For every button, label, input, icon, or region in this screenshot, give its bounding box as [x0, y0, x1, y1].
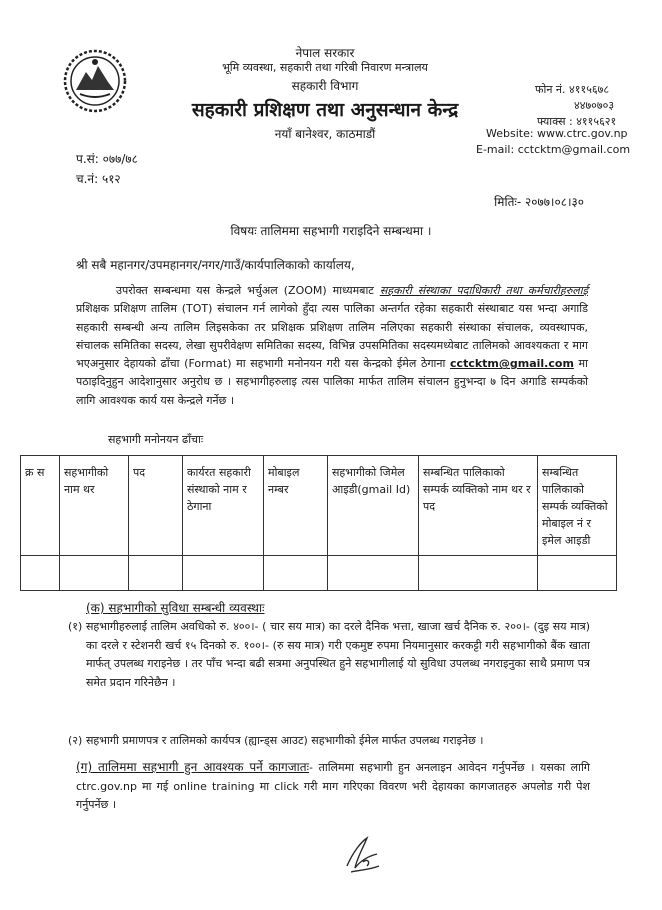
table-cell: [183, 556, 264, 591]
body-text-2: प्रशिक्षक प्रशिक्षण तालिम (TOT) संचालन गर्न लागेको हुँदा त्यस पालिका अन्तर्गत रहेका सहकारी संस्थाबाट यस भन्दा अगाडि सहकारी सम्बन्धी अन्य तालिम लिइसकेका तर प्रशिक्षक प्रशिक्षण तालिम नलिएका सहकारी संस्थाका संचालक, व्यवस्थापक, संचालक समितिका सदस्य, लेखा सुपरीवेक्षण समितिका सदस्य, विभिन्न उपसमितिका सदस्यमध्येबाट तालिमको आवश्यकता र माग भएअनुसार देहायको ढाँचा (Format) मा सहभागी मनोनयन गरी यस केन्द्रको ईमेल ठेगाना: [76, 302, 588, 371]
nomination-format-table: [20, 455, 617, 591]
section-ka-heading: (क) सहभागीको सुविधा सम्बन्धी व्यवस्थाः: [86, 601, 265, 615]
contact-phone-1: फोन नं. ४११५६७८: [535, 83, 610, 96]
header-office-name: सहकारी प्रशिक्षण तथा अनुसन्धान केन्द्र: [191, 99, 459, 121]
section-ga-text: - तालिममा सहभागी हुन अनलाइन आवेदन गर्नुपर्नेछ । यसका लागि ctrc.gov.np मा गई online training मा click गरी माग गरिएका विवरण भरी देहायका कागजातहरु अपलोड गरी पेश गर्नुपर्नेछ ।: [76, 761, 590, 812]
col-gmail-id: सहभागीको जिमेल आइडी(gmail Id): [328, 456, 419, 556]
table-cell: [419, 556, 538, 591]
header-department: सहकारी विभाग: [291, 79, 359, 93]
body-italic-target: सहकारी संस्थाका पदाधिकारी तथा कर्मचारीहरुलाई: [379, 284, 588, 297]
table-header-row: [21, 456, 617, 556]
signature-mark: [343, 832, 383, 876]
table-cell: [21, 556, 60, 591]
section-ka-item-1: [68, 618, 590, 692]
section-ka-item-2: [68, 732, 590, 751]
letter-date: मितिः- २०७७।०८।३०: [494, 195, 584, 209]
item-text: सहभागीहरुलाई तालिम अवधिको रु. ४००।- ( चार सय मात्र) का दरले दैनिक भत्ता, खाजा खर्च दैनिक रु. २००।- (दुइ सय मात्र) का दरले र स्टेशनरी खर्च १५ दिनको रु. १००।- (रु सय मात्र) गरी एकमुष्ट रुपमा नियमानुसार करकट्टी गरी सहभागीको बैंक खाता मार्फत् उपलब्ध गराइनेछ । तर पाँच भन्दा बढी सत्रमा अनुपस्थित हुने सहभागीलाई यो सुविधा उपलब्ध नगराइनुका साथै प्रमाण पत्र समेत प्रदान गरिनेछैन ।: [86, 620, 590, 689]
col-participant-name: सहभागीको नाम थर: [60, 456, 129, 556]
section-ga: [76, 758, 590, 815]
header-government: नेपाल सरकार: [295, 46, 355, 60]
table-cell: [264, 556, 328, 591]
table-cell: [129, 556, 183, 591]
table-row: [21, 556, 617, 591]
contact-website: Website: www.ctrc.gov.np: [486, 127, 628, 140]
col-contact-person: सम्बन्धित पालिकाको सम्पर्क व्यक्तिको नाम थर र पद: [419, 456, 538, 556]
body-email-link[interactable]: cctcktm@gmail.com: [450, 357, 574, 371]
header-ministry: भूमि व्यवस्था, सहकारी तथा गरिबी निवारण मन्त्रालय: [222, 61, 428, 74]
body-text-3: मा पठाइदिनुहुन आदेशानुसार अनुरोध छ । सहभागीहरुलाइ त्यस पालिका मार्फत तालिम संचालन हुनुभन्दा ७ दिन अगाडि सम्पर्कको लागि आवश्यक कार्य यस केन्द्रले गर्नेछ ।: [76, 357, 588, 407]
header-address: नयाँ बानेश्वर, काठमाडौं: [274, 127, 376, 141]
body-paragraph: [76, 282, 588, 410]
col-mobile: मोबाइल नम्बर: [264, 456, 328, 556]
table-cell: [538, 556, 617, 591]
contact-email: E-mail: cctcktm@gmail.com: [476, 143, 631, 156]
col-organization: कार्यरत सहकारी संस्थाको नाम र ठेगाना: [183, 456, 264, 556]
col-serial: क्र स: [21, 456, 60, 556]
table-title: सहभागी मनोनयन ढाँचाः: [108, 433, 204, 446]
ref-patra-sankhya: प.सं: ०७७/७८: [76, 152, 138, 166]
contact-phone-2: ४४७०७०३: [574, 99, 615, 112]
table-cell: [328, 556, 419, 591]
item-text: सहभागी प्रमाणपत्र र तालिमको कार्यपत्र (ह्यान्ड्स आउट) सहभागीको ईमेल मार्फत उपलब्ध गराइनेछ ।: [86, 734, 484, 747]
section-ga-heading: (ग) तालिममा सहभागी हुन आवश्यक पर्ने कागजातः: [76, 760, 310, 774]
nepal-emblem-icon: [62, 48, 128, 114]
letter-addressee: श्री सबै महानगर/उपमहानगर/नगर/गाउँ/कार्यपालिकाको कार्यालय,: [76, 258, 355, 272]
table-cell: [60, 556, 129, 591]
col-position: पद: [129, 456, 183, 556]
col-contact-mobile-email: सम्बन्धित पालिकाको सम्पर्क व्यक्तिको मोबाइल नं र इमेल आइडी: [538, 456, 617, 556]
item-number: (२): [68, 734, 83, 747]
letter-subject: विषयः तालिममा सहभागी गराइदिने सम्बन्धमा ।: [230, 224, 432, 238]
body-text-1: उपरोक्त सम्बन्धमा यस केन्द्रले भर्चुअल (ZOOM) माध्यमबाट: [116, 284, 380, 297]
ref-chalani-number: च.नं: ५१२: [76, 172, 121, 186]
contact-fax: फ्याक्स : ४११५६२१: [537, 115, 617, 128]
item-number: (१): [68, 620, 83, 633]
